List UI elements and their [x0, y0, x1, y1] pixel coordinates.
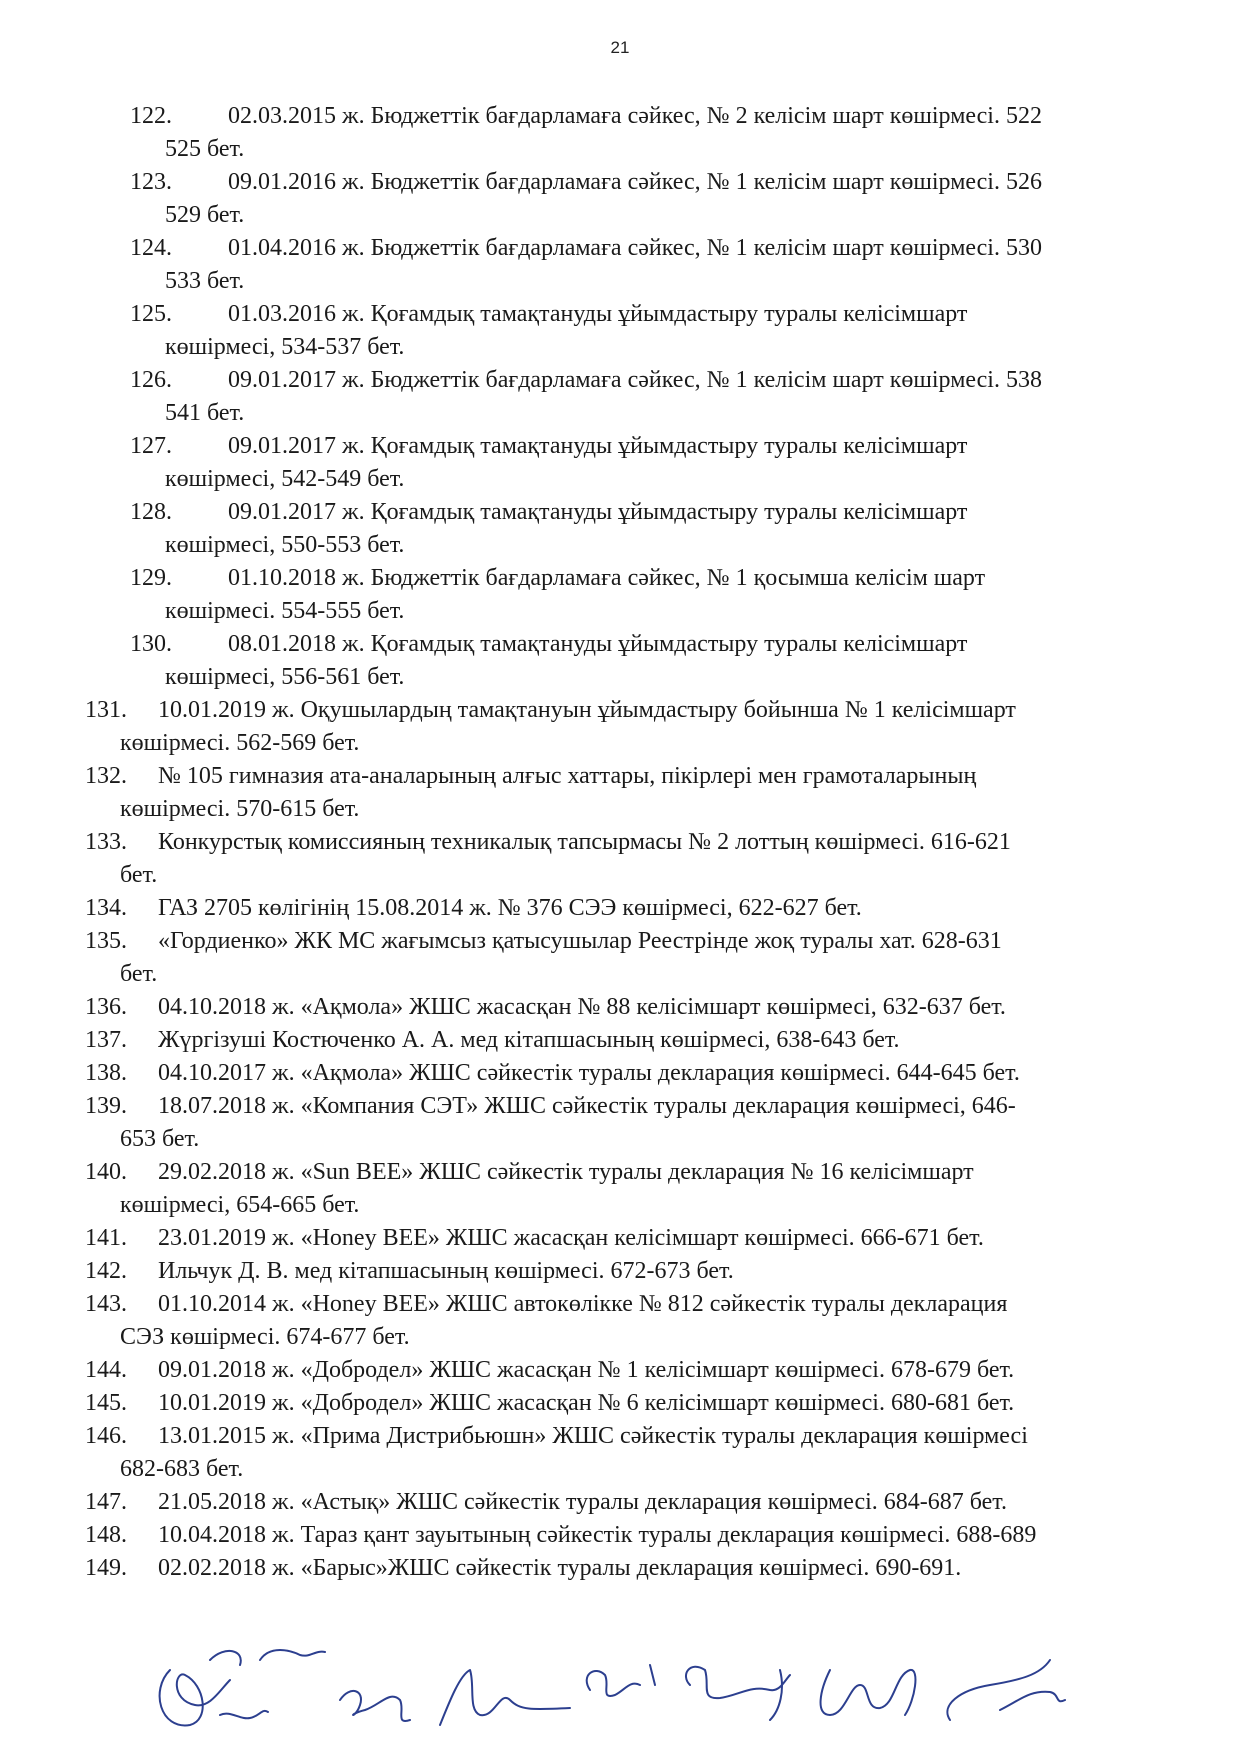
item-text-continued: көшірмесі, 556-561 бет.	[165, 664, 405, 690]
item-number: 139.	[85, 1093, 127, 1119]
item-number: 142.	[85, 1258, 127, 1284]
item-number: 138.	[85, 1060, 127, 1086]
item-text: 29.02.2018 ж. «Sun BEE» ЖШС сәйкестік туралы декларация № 16 келісімшарт	[158, 1159, 974, 1185]
item-text-continued: көшірмесі, 550-553 бет.	[165, 532, 405, 558]
list-item	[0, 1057, 1240, 1090]
item-number: 145.	[85, 1390, 127, 1416]
item-text-continued: 533 бет.	[165, 268, 245, 294]
list-item	[0, 1387, 1240, 1420]
item-text: № 105 гимназия ата-аналарының алғыс хаттары, пікірлері мен грамоталарының	[158, 763, 977, 789]
item-number: 141.	[85, 1225, 127, 1251]
item-text: 09.01.2018 ж. «Добродел» ЖШС жасасқан № 1 келісімшарт көшірмесі. 678-679 бет.	[158, 1357, 1015, 1383]
item-text: 13.01.2015 ж. «Прима Дистрибьюшн» ЖШС сәйкестік туралы декларация көшірмесі	[158, 1423, 1028, 1449]
item-text: 23.01.2019 ж. «Honey BEE» ЖШС жасасқан келісімшарт көшірмесі. 666-671 бет.	[158, 1225, 984, 1251]
item-number: 124.	[130, 235, 172, 261]
item-text: Жүргізуші Костюченко А. А. мед кітапшасының көшірмесі, 638-643 бет.	[158, 1027, 900, 1053]
item-text: ГАЗ 2705 көлігінің 15.08.2014 ж. № 376 СЭЭ көшірмесі, 622-627 бет.	[158, 895, 862, 921]
signature-1	[160, 1651, 268, 1725]
signature-5	[686, 1667, 790, 1720]
list-item	[0, 364, 1240, 430]
item-text-continued: көшірмесі. 554-555 бет.	[165, 598, 405, 624]
item-number: 135.	[85, 928, 127, 954]
page-number: 21	[610, 38, 630, 57]
list-item	[0, 562, 1240, 628]
item-number: 131.	[85, 697, 127, 723]
list-item	[0, 1156, 1240, 1222]
list-item	[0, 1519, 1240, 1552]
item-number: 132.	[85, 763, 127, 789]
signature-4	[587, 1665, 655, 1696]
signature-6	[821, 1670, 916, 1715]
item-text-continued: 525 бет.	[165, 136, 245, 162]
item-text: 01.10.2014 ж. «Honey BEE» ЖШС автокөлікке № 812 сәйкестік туралы декларация	[158, 1291, 1008, 1317]
list-item	[0, 1090, 1240, 1156]
item-number: 134.	[85, 895, 127, 921]
list-item	[0, 298, 1240, 364]
item-text: 09.01.2016 ж. Бюджеттік бағдарламаға сәйкес, № 1 келісім шарт көшірмесі. 526	[228, 169, 1042, 195]
handwritten-signatures-image	[150, 1630, 1150, 1740]
item-number: 137.	[85, 1027, 127, 1053]
list-item	[0, 232, 1240, 298]
list-item	[0, 826, 1240, 892]
item-number: 136.	[85, 994, 127, 1020]
item-text-continued: 529 бет.	[165, 202, 245, 228]
item-text: 01.03.2016 ж. Қоғамдық тамақтануды ұйымдастыру туралы келісімшарт	[228, 301, 968, 327]
list-item	[0, 760, 1240, 826]
list-item	[0, 1552, 1240, 1585]
item-number: 146.	[85, 1423, 127, 1449]
item-text-continued: көшірмесі, 542-549 бет.	[165, 466, 405, 492]
list-item	[0, 166, 1240, 232]
item-number: 128.	[130, 499, 172, 525]
item-number: 125.	[130, 301, 172, 327]
item-text-continued: бет.	[120, 862, 158, 888]
list-item	[0, 1024, 1240, 1057]
item-text: 09.01.2017 ж. Қоғамдық тамақтануды ұйымдастыру туралы келісімшарт	[228, 433, 968, 459]
item-number: 133.	[85, 829, 127, 855]
list-item	[0, 1420, 1240, 1486]
item-number: 149.	[85, 1555, 127, 1581]
item-text: 04.10.2018 ж. «Ақмола» ЖШС жасасқан № 88 келісімшарт көшірмесі, 632-637 бет.	[158, 994, 1006, 1020]
item-text: 10.04.2018 ж. Тараз қант зауытының сәйкестік туралы декларация көшірмесі. 688-689	[158, 1522, 1037, 1548]
item-number: 122.	[130, 103, 172, 129]
list-item	[0, 1255, 1240, 1288]
item-number: 129.	[130, 565, 172, 591]
item-number: 140.	[85, 1159, 127, 1185]
item-number: 143.	[85, 1291, 127, 1317]
item-number: 123.	[130, 169, 172, 195]
item-text-continued: 541 бет.	[165, 400, 245, 426]
item-text: 10.01.2019 ж. Оқушылардың тамақтануын ұйымдастыру бойынша № 1 келісімшарт	[158, 697, 1016, 723]
item-number: 130.	[130, 631, 172, 657]
item-number: 147.	[85, 1489, 127, 1515]
item-text: Конкурстық комиссияның техникалық тапсырмасы № 2 лоттың көшірмесі. 616-621	[158, 829, 1011, 855]
item-text-continued: көшірмесі. 570-615 бет.	[120, 796, 360, 822]
signature-7	[947, 1660, 1065, 1720]
item-text: 04.10.2017 ж. «Ақмола» ЖШС сәйкестік туралы декларация көшірмесі. 644-645 бет.	[158, 1060, 1020, 1086]
item-text-continued: көшірмесі, 534-537 бет.	[165, 334, 405, 360]
item-text: 01.04.2016 ж. Бюджеттік бағдарламаға сәйкес, № 1 келісім шарт көшірмесі. 530	[228, 235, 1042, 261]
list-item	[0, 100, 1240, 166]
item-text-continued: 682-683 бет.	[120, 1456, 244, 1482]
signature-3	[440, 1670, 570, 1725]
item-text-continued: бет.	[120, 961, 158, 987]
list-item	[0, 892, 1240, 925]
list-item	[0, 991, 1240, 1024]
item-text: 18.07.2018 ж. «Компания СЭТ» ЖШС сәйкестік туралы декларация көшірмесі, 646-	[158, 1093, 1016, 1119]
item-text: 09.01.2017 ж. Қоғамдық тамақтануды ұйымдастыру туралы келісімшарт	[228, 499, 968, 525]
signatures	[150, 1630, 1150, 1740]
list-item	[0, 1354, 1240, 1387]
list-item	[0, 925, 1240, 991]
item-text: 08.01.2018 ж. Қоғамдық тамақтануды ұйымдастыру туралы келісімшарт	[228, 631, 968, 657]
item-number: 144.	[85, 1357, 127, 1383]
document-list	[0, 100, 1240, 1585]
list-item	[0, 628, 1240, 694]
item-number: 148.	[85, 1522, 127, 1548]
list-item	[0, 430, 1240, 496]
list-item	[0, 1486, 1240, 1519]
item-number: 127.	[130, 433, 172, 459]
list-item	[0, 1288, 1240, 1354]
item-text: 09.01.2017 ж. Бюджеттік бағдарламаға сәйкес, № 1 келісім шарт көшірмесі. 538	[228, 367, 1042, 393]
list-item	[0, 694, 1240, 760]
item-text: 02.02.2018 ж. «Барыс»ЖШС сәйкестік туралы декларация көшірмесі. 690-691.	[158, 1555, 962, 1581]
item-text-continued: көшірмесі, 654-665 бет.	[120, 1192, 360, 1218]
item-text-continued: СЭЗ көшірмесі. 674-677 бет.	[120, 1324, 410, 1350]
item-text-continued: көшірмесі. 562-569 бет.	[120, 730, 360, 756]
item-text: 02.03.2015 ж. Бюджеттік бағдарламаға сәйкес, № 2 келісім шарт көшірмесі. 522	[228, 103, 1042, 129]
signature-2	[260, 1650, 410, 1721]
list-item	[0, 1222, 1240, 1255]
item-text: 10.01.2019 ж. «Добродел» ЖШС жасасқан № 6 келісімшарт көшірмесі. 680-681 бет.	[158, 1390, 1015, 1416]
item-text: «Гордиенко» ЖК МС жағымсыз қатысушылар Реестрінде жоқ туралы хат. 628-631	[158, 928, 1002, 954]
item-text-continued: 653 бет.	[120, 1126, 200, 1152]
list-item	[0, 496, 1240, 562]
item-text: 21.05.2018 ж. «Астық» ЖШС сәйкестік туралы декларация көшірмесі. 684-687 бет.	[158, 1489, 1007, 1515]
item-text: Ильчук Д. В. мед кітапшасының көшірмесі. 672-673 бет.	[158, 1258, 734, 1284]
item-text: 01.10.2018 ж. Бюджеттік бағдарламаға сәйкес, № 1 қосымша келісім шарт	[228, 565, 986, 591]
item-number: 126.	[130, 367, 172, 393]
